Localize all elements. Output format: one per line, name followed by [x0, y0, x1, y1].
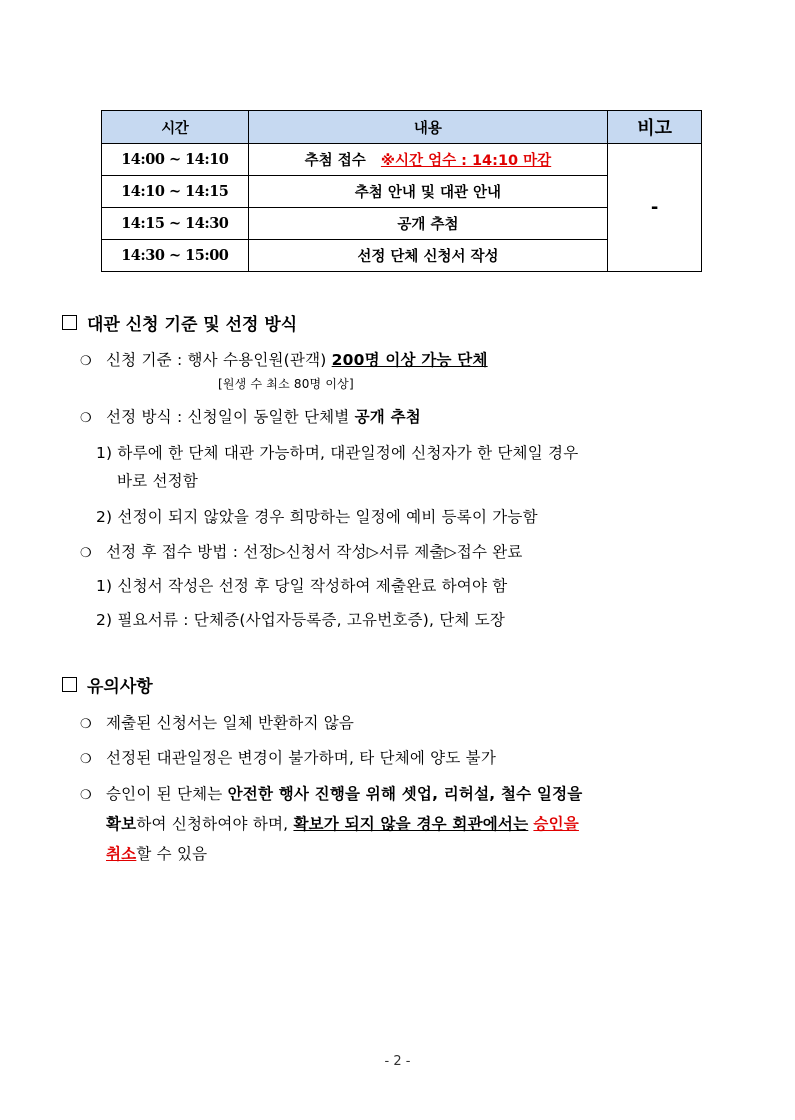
section-heading-criteria	[62, 310, 297, 335]
process-text: 선정 후 접수 방법 : 선정▷신청서 작성▷서류 제출▷접수 완료	[106, 543, 523, 561]
deadline-warning: ※시간 엄수 : 14:10 마감	[380, 153, 552, 169]
circle-bullet-icon: ❍	[80, 788, 92, 803]
row-time: 14:10 ~ 14:15	[102, 176, 249, 208]
note-item-3-cont2	[106, 842, 207, 864]
note-text: 선정된 대관일정은 변경이 불가하며, 타 단체에 양도 불가	[106, 749, 496, 767]
method-item-2: 2) 선정이 되지 않았을 경우 희망하는 일정에 예비 등록이 가능함	[96, 508, 538, 526]
checkbox-square-icon	[62, 677, 77, 692]
circle-bullet-icon: ❍	[80, 546, 92, 561]
criteria-label: 신청 기준 : 행사 수용인원(관객)	[106, 351, 327, 369]
header-note: 비고	[608, 111, 702, 144]
row-content: 선정 단체 신청서 작성	[248, 240, 608, 272]
circle-bullet-icon: ❍	[80, 717, 92, 732]
note-item-3-cont	[106, 812, 579, 834]
note-emphasis: 안전한 행사 진행을 위해 셋업, 리허설, 철수 일정을	[227, 785, 583, 803]
method-item-1-cont: 바로 선정함	[117, 472, 198, 490]
note-emphasis-underline: 확보가 되지 않을 경우 회관에서는	[293, 815, 529, 833]
section-title: 유의사항	[87, 677, 153, 697]
note-emphasis-red: 승인을	[533, 815, 579, 833]
header-content: 내용	[248, 111, 608, 144]
header-time: 시간	[102, 111, 249, 144]
note-item-2	[80, 746, 496, 768]
row-content: 추첨 안내 및 대관 안내	[248, 176, 608, 208]
note-item-3	[80, 782, 582, 804]
process-item-2: 2) 필요서류 : 단체증(사업자등록증, 고유번호증), 단체 도장	[96, 611, 506, 629]
process-item-1: 1) 신청서 작성은 선정 후 당일 작성하여 제출완료 하여야 함	[96, 577, 508, 595]
circle-bullet-icon: ❍	[80, 752, 92, 767]
row-time: 14:30 ~ 15:00	[102, 240, 249, 272]
page-number: - 2 -	[384, 1054, 411, 1069]
method-item-1: 1) 하루에 한 단체 대관 가능하며, 대관일정에 신청자가 한 단체일 경우	[96, 444, 579, 462]
criteria-sub: [원생 수 최소 80명 이상]	[218, 377, 354, 391]
section-title: 대관 신청 기준 및 선정 방식	[87, 315, 298, 335]
row-content: 공개 추첨	[248, 208, 608, 240]
table-row	[102, 144, 702, 176]
table-header-row	[102, 111, 702, 144]
section-heading-notes	[62, 672, 153, 697]
method-line	[80, 405, 421, 427]
checkbox-square-icon	[62, 315, 77, 330]
note-text: 할 수 있음	[136, 845, 208, 863]
row-time: 14:00 ~ 14:10	[102, 144, 249, 176]
note-emphasis-red: 취소	[106, 845, 137, 863]
row-note: -	[608, 144, 702, 272]
note-text: 제출된 신청서는 일체 반환하지 않음	[106, 714, 355, 732]
note-item-1	[80, 711, 354, 733]
note-emphasis: 확보	[106, 815, 137, 833]
method-label: 선정 방식 : 신청일이 동일한 단체별	[106, 408, 350, 426]
schedule-table	[101, 110, 702, 272]
circle-bullet-icon: ❍	[80, 411, 92, 426]
content-text: 추첨 접수	[304, 153, 366, 169]
circle-bullet-icon: ❍	[80, 354, 92, 369]
process-line	[80, 540, 523, 562]
row-time: 14:15 ~ 14:30	[102, 208, 249, 240]
row-content	[248, 144, 608, 176]
criteria-line	[80, 348, 488, 370]
note-text: 승인이 된 단체는	[106, 785, 223, 803]
note-text: 하여 신청하여야 하며,	[136, 815, 289, 833]
method-value: 공개 추첨	[354, 408, 421, 426]
criteria-value: 200명 이상 가능 단체	[331, 351, 488, 369]
